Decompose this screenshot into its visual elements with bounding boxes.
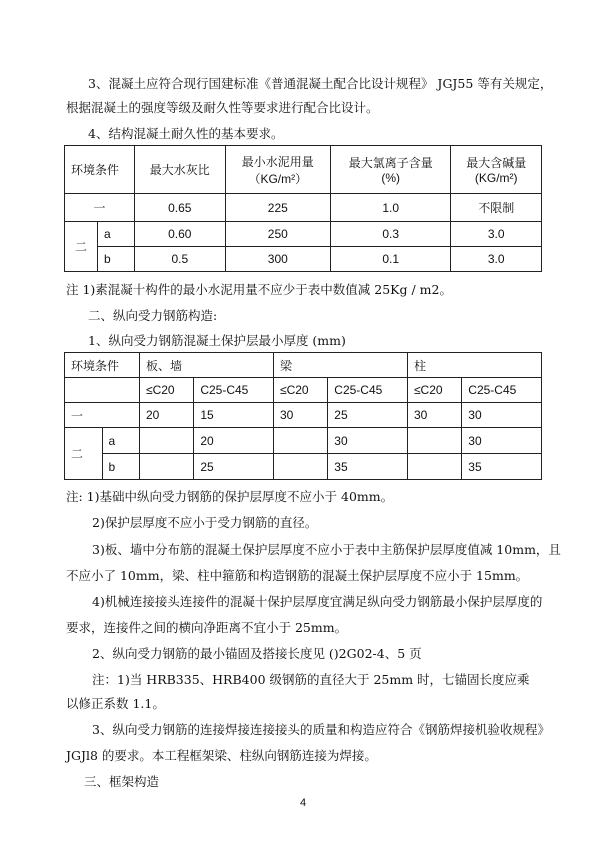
para-anchorage: 2、纵向受力钢筋的最小锚固及搭接长度见 ()2G02-4、5 页 bbox=[92, 646, 422, 661]
th-max-chloride: 最大氯离子含量 (%) bbox=[331, 146, 451, 194]
note-mechanical-joint-1: 4)机械连接接头连接件的混凝十保护层厚度宜满足纵向受力钢筋最小保护层厚度的 bbox=[92, 594, 543, 609]
note-mechanical-joint-2: 要求，连接件之间的横向净距离不宜小于 25mm。 bbox=[66, 620, 348, 635]
th-max-alkali: 最大含碱量 (KG/m²) bbox=[451, 146, 542, 194]
th-slab-wall: 板、墙 bbox=[140, 353, 274, 378]
note-distribution-bar-1: 3)板、墙中分布筋的混凝土保护层厚度不应小于表中主筋保护层厚度值减 10mm，且 bbox=[92, 542, 561, 557]
th-environment: 环境条件 bbox=[65, 146, 135, 194]
note-anchorage-2: 以修正系数 1.1。 bbox=[66, 696, 165, 711]
section-frame: 三、框架构造 bbox=[84, 774, 160, 789]
th-column: 柱 bbox=[407, 353, 541, 378]
note-foundation-cover: 注: 1)基础中纵向受力钢筋的保护层厚度不应小于 40mm。 bbox=[66, 489, 394, 504]
table-row: 二 a 20 30 30 bbox=[65, 428, 542, 454]
para-durability: 4、结构混凝土耐久性的基本要求。 bbox=[88, 126, 284, 141]
th-water-cement: 最大水灰比 bbox=[135, 146, 226, 194]
durability-table bbox=[64, 145, 542, 272]
th-environment-2: 环境条件 bbox=[65, 353, 140, 378]
para-welding-1: 3、纵向受力钢筋的连接焊接连接接头的质量和构造应符合《钢筋焊接机验收规程》 bbox=[92, 722, 550, 737]
table-row: b 0.5 300 0.1 3.0 bbox=[65, 247, 542, 272]
th-min-cement: 最小水泥用量 （KG/m²） bbox=[225, 146, 330, 194]
table-row: 一 20 15 30 25 30 30 bbox=[65, 403, 542, 428]
note-anchorage-1: 注：1)当 HRB335、HRB400 级钢筋的直径大于 25mm 时，七锚固长度应乘 bbox=[92, 672, 530, 687]
table-row: 二 a 0.60 250 0.3 3.0 bbox=[65, 222, 542, 247]
page-number: 4 bbox=[299, 797, 307, 809]
note-cover-diameter: 2)保护层厚度不应小于受力钢筋的直径。 bbox=[92, 515, 318, 530]
section-rebar: 二、纵向受力钢筋构造: bbox=[88, 308, 218, 323]
para-mix-design-1: 3、混凝土应符合现行国建标准《普通混凝土配合比设计规程》 JGJ55 等有关规定， bbox=[88, 76, 553, 91]
table-row: 一 0.65 225 1.0 不限制 bbox=[65, 194, 542, 222]
th-beam: 梁 bbox=[273, 353, 407, 378]
para-mix-design-2: 根据混凝土的强度等级及耐久性等要求进行配合比设计。 bbox=[66, 100, 379, 115]
table-row: b 25 35 35 bbox=[65, 454, 542, 480]
para-cover-thickness: 1、纵向受力钢筋混凝土保护层最小厚度 (mm) bbox=[88, 333, 346, 348]
note-cement: 注 1)素混凝十构件的最小水泥用量不应少于表中数值减 25Kg / m2。 bbox=[66, 282, 452, 297]
cover-table: 环境条件 板、墙 梁 柱 ≤C20 C25-C45 ≤C20 C25-C45 ≤C20 C25-C45 一 20 15 30 25 30 30 二 a 20 30 30 b 25 35 35 bbox=[64, 352, 542, 480]
note-distribution-bar-2: 不应小了 10mm，梁、柱中箍筋和构造钢筋的混凝土保护层厚度不应小于 15mm。 bbox=[66, 568, 529, 583]
para-welding-2: JGJl8 的要求。本工程框架梁、柱纵向钢筋连接为焊接。 bbox=[66, 748, 377, 763]
